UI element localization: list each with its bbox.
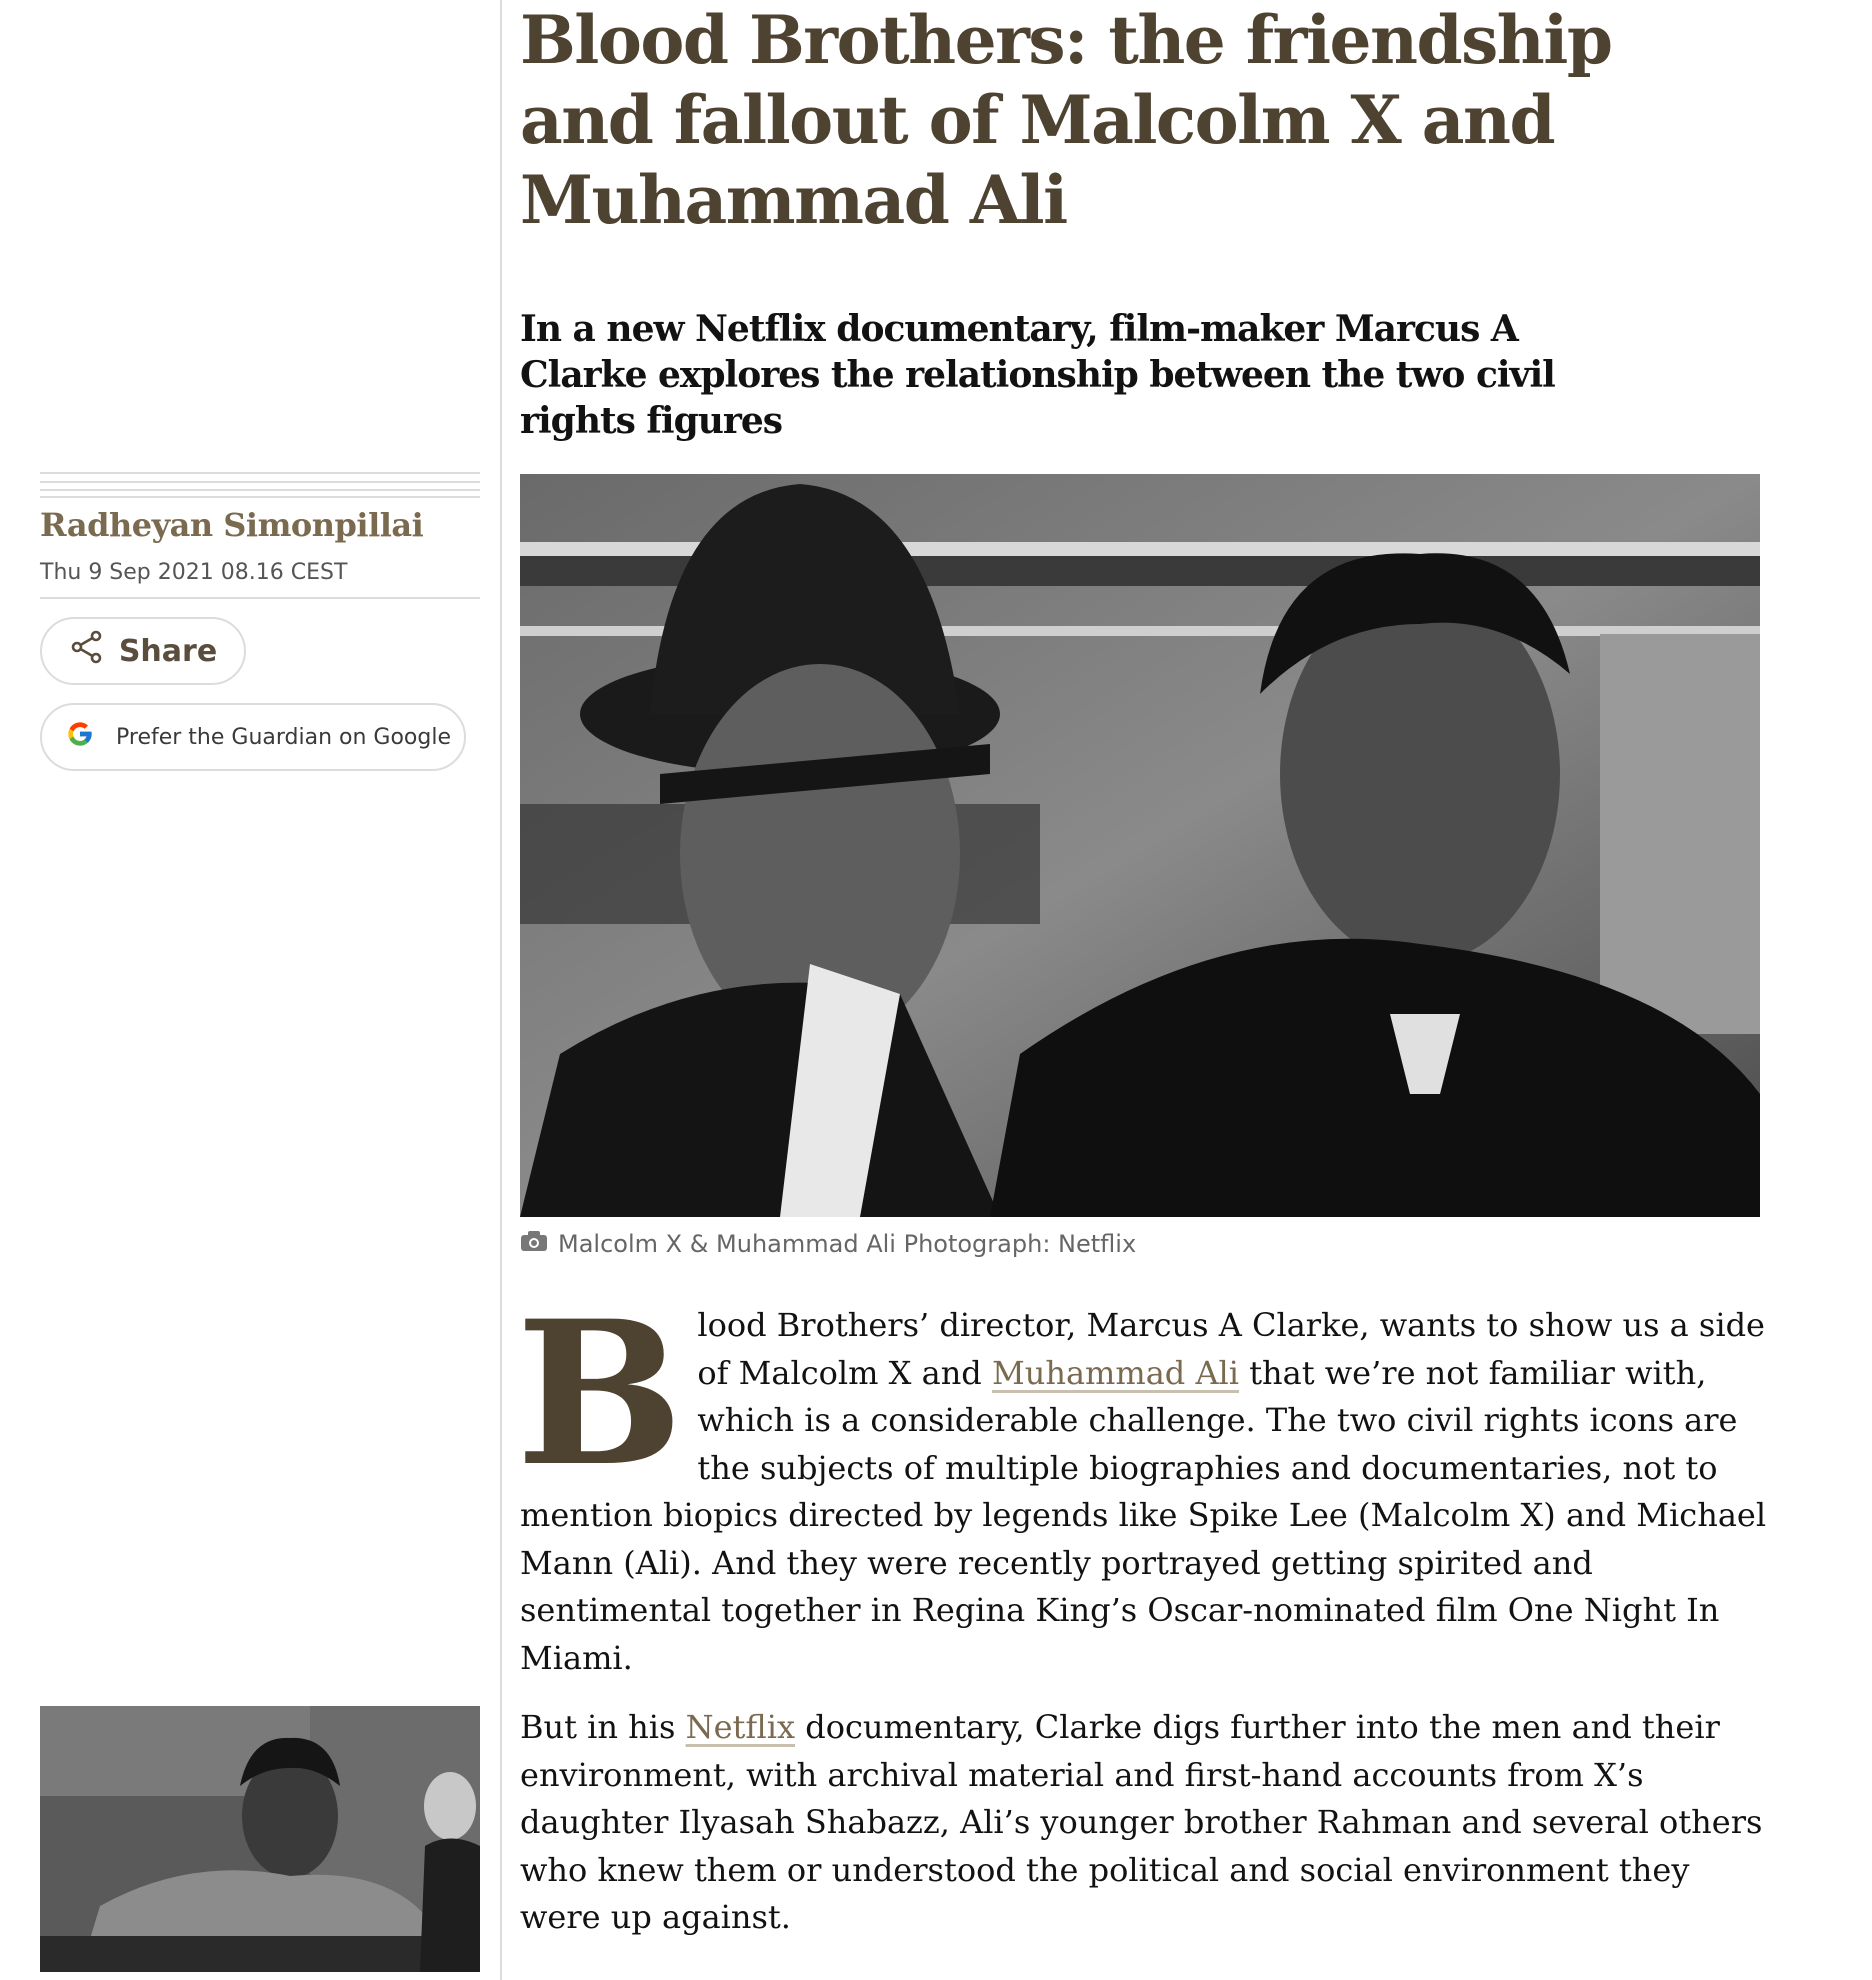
photo-caption — [520, 1230, 1136, 1258]
standfirst: In a new Netflix documentary, film-maker Marcus A Clarke explores the relationship between the two civil rights figures — [520, 308, 1555, 442]
main-photo[interactable] — [520, 474, 1760, 1217]
author-byline[interactable]: Radheyan Simonpillai — [40, 506, 424, 544]
body-paragraph-2 — [520, 1704, 1770, 1942]
headline: Blood Brothers: the friendship and fallout of Malcolm X and Muhammad Ali — [520, 1, 1612, 239]
p1-text-b: that we’re not familiar with, which is a considerable challenge. The two civil rights icons are the subjects of multiple biographies and documentaries, not to mention biopics directed by legends like Spike Lee (Malcolm X) and Michael Mann (Ali). And they were recently portrayed getting spirited and sentimental together in Regina King’s Oscar-nominated film One Night In Miami. — [520, 1353, 1767, 1677]
share-button[interactable] — [40, 617, 246, 685]
related-thumbnail-photo[interactable] — [40, 1706, 480, 1972]
caption-text: Malcolm X & Muhammad Ali Photograph: Netflix — [558, 1230, 1137, 1258]
meta-rules — [40, 472, 480, 498]
body-paragraph-1 — [516, 1277, 1770, 1682]
publish-date: Thu 9 Sep 2021 08.16 CEST — [40, 560, 480, 599]
link-muhammad-ali[interactable]: Muhammad Ali — [991, 1353, 1240, 1392]
google-g-icon — [66, 720, 94, 754]
p2-text-b: documentary, Clarke digs further into the men and their environment, with archival material and first-hand accounts from X’s daughter Ilyasah Shabazz, Ali’s younger brother Rahman and several others who knew them or understood the political and social environment they were up against. — [520, 1708, 1763, 1936]
p1-text-a: lood Brothers’ director, Marcus A Clarke, wants to show us a side of Malcolm X and — [697, 1306, 1765, 1392]
p2-text-a: But in his — [520, 1708, 686, 1746]
camera-icon — [520, 1230, 548, 1258]
share-label: Share — [118, 633, 218, 669]
share-icon — [69, 629, 105, 673]
prefer-guardian-google-label: Prefer the Guardian on Google — [116, 724, 451, 750]
article-body — [516, 1277, 1770, 1964]
dropcap: B — [516, 1277, 684, 1510]
link-netflix[interactable]: Netflix — [685, 1708, 796, 1746]
article-meta — [40, 472, 480, 771]
prefer-guardian-google-button[interactable] — [40, 703, 466, 771]
column-divider — [500, 0, 502, 1980]
